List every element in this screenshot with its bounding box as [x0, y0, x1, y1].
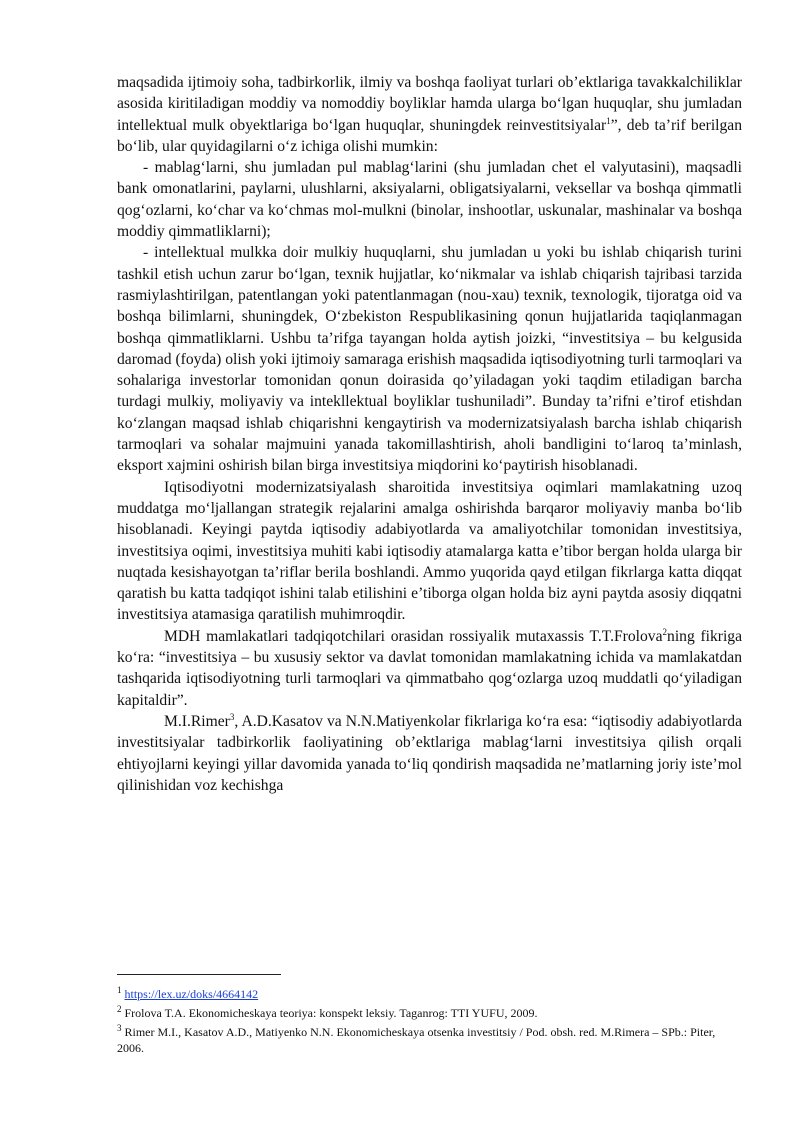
- document-body: [117, 72, 742, 796]
- footnote-link[interactable]: https://lex.uz/doks/4664142: [124, 987, 259, 1001]
- footnote-number: 3: [117, 1023, 122, 1033]
- footnote-ref[interactable]: 2: [662, 626, 668, 637]
- footnote-ref[interactable]: 1: [606, 115, 611, 126]
- paragraph-text: ning fikriga ko‘ra: “investitsiya – bu xususiy sektor va davlat tomonidan mamlakatning ichida va mamlakatdan tashqarida iqtisodiyotning turli tarmoqlari va qimmatbaho qog‘ozlarga uzoq muddatli qo‘yiladigan kapitaldir”.: [117, 627, 743, 709]
- footnote-number: 2: [117, 1004, 122, 1014]
- footnote-number: 1: [117, 985, 122, 995]
- footnotes: [117, 986, 742, 1059]
- paragraph: Iqtisodiyotni modernizatsiyalash sharoitida investitsiya oqimlari mamlakatning uzoq muddatga mo‘ljallangan strategik rejalarini amalga oshirishda barqaror moliyaviy manba bo‘lib hisoblanadi. Keyingi paytda iqtisodiy adabiyotlarda va amaliyotchilar tomonidan investitsiya, investitsiya oqimi, investitsiya muhiti kabi iqtisodiy atamalarga katta e’tibor bergan holda ularga bir nuqtada kesishayotgan ta’riflar berila boshlandi. Ammo yuqorida qayd etilgan fikrlarga katta diqqat qaratish bu katta tadqiqot ishini talab etilishini e’tiborga olgan holda biz ayni paytda asosiy diqqatni investitsiya atamasiga qaratilish muhimroqdir.: [117, 478, 742, 624]
- list-item: - intellektual mulkka doir mulkiy huquqlarni, shu jumladan u yoki bu ishlab chiqarish turini tashkil etish uchun zarur bo‘lgan, texnik hujjatlar, ko‘nikmalar va ishlab chiqarish tajribasi tarzida rasmiylashtirilgan, patentlangan yoki patentlanmagan (nou-xau) texnik, texnologik, tijoratga oid va boshqa bilimlarni, shuningdek, O‘zbekiston Respublikasining qonun hujjatlarida taqiqlanmagan boshqa qimmatliklarni. Ushbu ta’rifga tayangan holda aytish joizki, “investitsiya – bu kelgusida daromad (foyda) olish yoki ijtimoiy samaraga erishish maqsadida iqtisodiyotning turli tarmoqlari va sohalariga investorlar tomonidan qonun doirasida qo’yiladagan yoki taqdim etiladigan barcha turdagi mulkiy, moliyaviy va intekllektual boyliklar tushuniladi”. Bunday ta’rifni e’tirof etishdan ko‘zlangan maqsad ishlab chiqarishni kengaytirish va modernizatsiyalash barcha ishlab chiqarish tarmoqlari va sohalar majmuini yanada takomillashtirish, aholi bandligini to‘laroq ta’minlash, eksport xajmini oshirish bilan birga investitsiya miqdorini ko‘paytirish hisoblanadi.: [117, 244, 742, 475]
- paragraph-text: , A.D.Kasatov va N.N.Matiyenkolar fikrlariga ko‘ra esa: “iqtisodiy adabiyotlarda investitsiyalar tadbirkorlik faoliyatining ob’ektlariga mablag‘larni investitsiya qilish orqali ehtiyojlarni keyingi yillar davomida yanada to‘liq qondirish maqsadida ne’matlarning joriy iste’mol qilinishidan voz kechishga: [117, 712, 742, 794]
- paragraph-intro: [117, 72, 742, 157]
- footnote-item: [117, 1005, 742, 1021]
- paragraph-text: ”, deb ta’rif berilgan bo‘lib, ular quyidagilarni o‘z ichiga olishi mumkin:: [117, 116, 742, 155]
- paragraph-text: M.I.Rimer: [164, 712, 230, 730]
- list-item: - mablag‘larni, shu jumladan pul mablag‘larini (shu jumladan chet el valyutasini), maqsadli bank omonatlarini, paylarni, ulushlarni, aksiyalarni, obligatsiyalarni, veksellar va boshqa qimmatli qog‘ozlarni, ko‘char va ko‘chmas mol-mulkni (binolar, inshootlar, uskunalar, mashinalar va boshqa moddiy qimmatliklarni);: [117, 159, 742, 241]
- paragraph-text: MDH mamlakatlari tadqiqotchilari orasidan rossiyalik mutaxassis T.T.Frolova: [164, 627, 663, 645]
- paragraph: [117, 626, 742, 711]
- footnote-ref[interactable]: 3: [229, 711, 235, 722]
- footnote-item: [117, 1024, 742, 1056]
- paragraph-text: maqsadida ijtimoiy soha, tadbirkorlik, ilmiy va boshqa faoliyat turlari ob’ektlariga tavakkalchiliklar asosida kiritiladigan moddiy va nomoddiy boyliklar hamda ularga bo‘lgan huquqlar, shu jumladan intellektual mulk obyektlariga bo‘lgan huquqlar, shuningdek reinvestitsiyalar: [117, 74, 742, 134]
- footnote-text: Frolova T.A. Ekonomicheskaya teoriya: konspekt leksiy. Taganrog: TTI YUFU, 2009.: [124, 1006, 538, 1020]
- paragraph: [117, 711, 742, 796]
- footnote-divider: [117, 974, 281, 975]
- footnote-text: Rimer M.I., Kasatov A.D., Matiyenko N.N. Ekonomicheskaya otsenka investitsiy / Pod. obsh. red. M.Rimera – SPb.: Piter, 2006.: [117, 1025, 716, 1055]
- footnote-item: [117, 986, 742, 1002]
